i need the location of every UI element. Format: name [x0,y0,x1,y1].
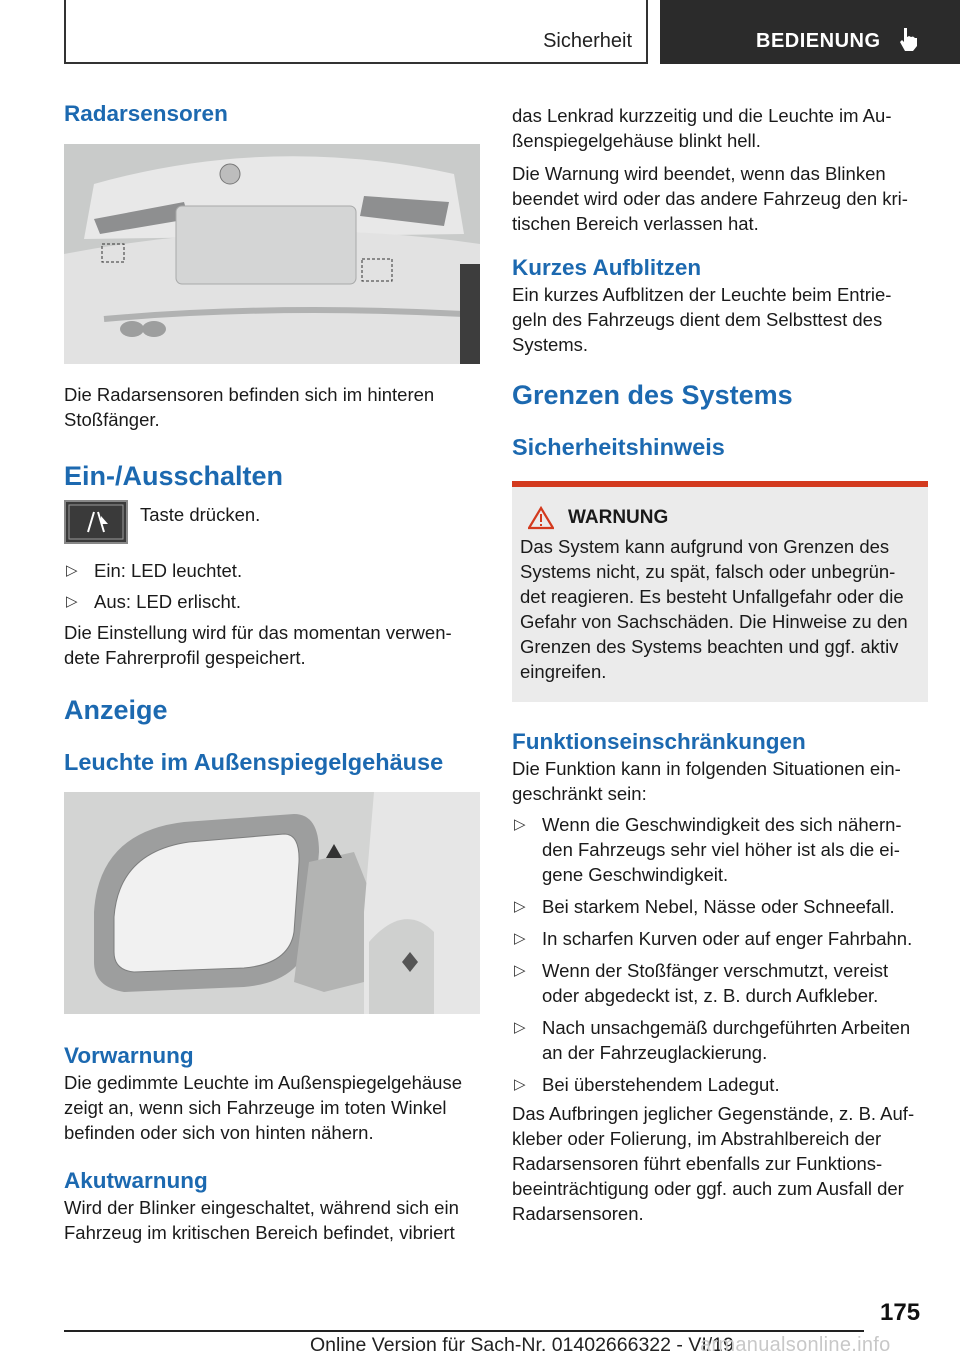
heading-kurzes-aufblitzen: Kurzes Aufblitzen [512,255,702,280]
onoff-text-line: Die Einstellung wird für das momentan verwen- [64,622,452,643]
warning-box [512,481,928,702]
heading-radarsensoren: Radarsensoren [64,101,228,126]
func-intro-line: geschränkt sein: [512,783,647,804]
flash-text-line: Ein kurzes Aufblitzen der Leuchte beim Entrie- [512,284,892,305]
radar-caption-line: Die Radarsensoren befinden sich im hinteren [64,384,435,405]
list-item: ▷ Wenn die Geschwindigkeit des sich nähern- den Fahrzeugs sehr viel höher ist als die ei- gene Geschwindigkeit. [514,814,902,885]
page-number: 175 [880,1299,921,1326]
heading-ein-ausschalten: Ein-/Ausschalten [64,461,284,491]
closing-text-line: beeinträchtigung oder ggf. auch zum Ausfall der [512,1178,904,1199]
chapter-tab [660,0,960,64]
warning-text-line: Das System kann aufgrund von Grenzen des [520,536,890,557]
list-item: ▷ In scharfen Kurven oder auf enger Fahrbahn. [514,928,913,949]
end-text-line: beendet wird oder das andere Fahrzeug den kri- [512,188,908,209]
warning-text-line: Gefahr von Sachschäden. Die Hinweise zu den [520,611,908,632]
lane-warning-button-icon [64,500,128,544]
heading-sicherheitshinweis: Sicherheitshinweis [512,434,725,460]
warning-text-line: Systems nicht, zu spät, falsch oder unbegrün- [520,561,896,582]
warning-text-line: Grenzen des Systems beachten und ggf. aktiv [520,636,899,657]
heading-anzeige: Anzeige [64,695,168,725]
section-title: Sicherheit [543,30,632,52]
side-mirror-image [64,792,480,1014]
prewarn-text-line: Die gedimmte Leuchte im Außenspiegelgehäuse [64,1072,462,1093]
list-item: ▷ Bei überstehendem Ladegut. [514,1074,780,1095]
acute-text-line: Wird der Blinker eingeschaltet, während sich ein [64,1197,459,1218]
closing-text-line: Radarsensoren führt ebenfalls zur Funktions- [512,1153,883,1174]
online-version-text: Online Version für Sach-Nr. 01402666322 - VI/19 [310,1334,734,1356]
list-item: ▷ Ein: LED leuchtet. [66,560,243,581]
watermark-text: armanualsonline.info [700,1334,891,1356]
footer-divider [64,1330,864,1332]
hand-pointer-icon [896,26,922,52]
list-item: ▷ Nach unsachgemäß durchgeführten Arbeiten an der Fahrzeuglackierung. [514,1017,911,1063]
heading-akutwarnung: Akutwarnung [64,1168,208,1193]
flash-text-line: geln des Fahrzeugs dient dem Selbsttest des [512,309,883,330]
heading-leuchte: Leuchte im Außenspiegelgehäuse [64,749,444,775]
warning-text-line: eingreifen. [520,661,607,682]
rear-bumper-image [64,144,480,364]
closing-text-line: Radarsensoren. [512,1203,644,1224]
acute-text-line: Fahrzeug im kritischen Bereich befindet, vibriert [64,1222,455,1243]
continued-text-line: das Lenkrad kurzzeitig und die Leuchte im Au- [512,105,892,126]
prewarn-text-line: befinden oder sich von hinten nähern. [64,1122,374,1143]
heading-vorwarnung: Vorwarnung [64,1043,194,1068]
end-text-line: Die Warnung wird beendet, wenn das Blinken [512,163,886,184]
end-text-line: tischen Bereich verlassen hat. [512,213,759,234]
list-item: ▷ Aus: LED erlischt. [66,591,242,612]
closing-text-line: kleber oder Folierung, im Abstrahlbereich der [512,1128,882,1149]
flash-text-line: Systems. [512,334,589,355]
list-item: ▷ Bei starkem Nebel, Nässe oder Schneefall. [514,896,895,917]
warning-text-line: det reagieren. Es besteht Unfallgefahr oder die [520,586,904,607]
continued-text-line: ßenspiegelgehäuse blinkt hell. [512,130,761,151]
closing-text-line: Das Aufbringen jeglicher Gegenstände, z. B. Auf- [512,1103,915,1124]
warning-triangle-icon [528,506,554,530]
prewarn-text-line: zeigt an, wenn sich Fahrzeuge im toten Winkel [64,1097,447,1118]
heading-grenzen: Grenzen des Systems [512,380,793,410]
heading-funktionseinschraenkungen: Funktionseinschränkungen [512,729,806,754]
header-frame [64,0,648,64]
chapter-tab-label: BEDIENUNG [756,30,881,52]
button-instruction: Taste drücken. [140,504,261,525]
list-item: ▷ Wenn der Stoßfänger verschmutzt, vereist oder abgedeckt ist, z. B. durch Aufkleber. [514,960,889,1006]
func-intro-line: Die Funktion kann in folgenden Situationen ein- [512,758,901,779]
warning-title: WARNUNG [568,507,669,528]
onoff-text-line: dete Fahrerprofil gespeichert. [64,647,306,668]
radar-caption-line: Stoßfänger. [64,409,160,430]
